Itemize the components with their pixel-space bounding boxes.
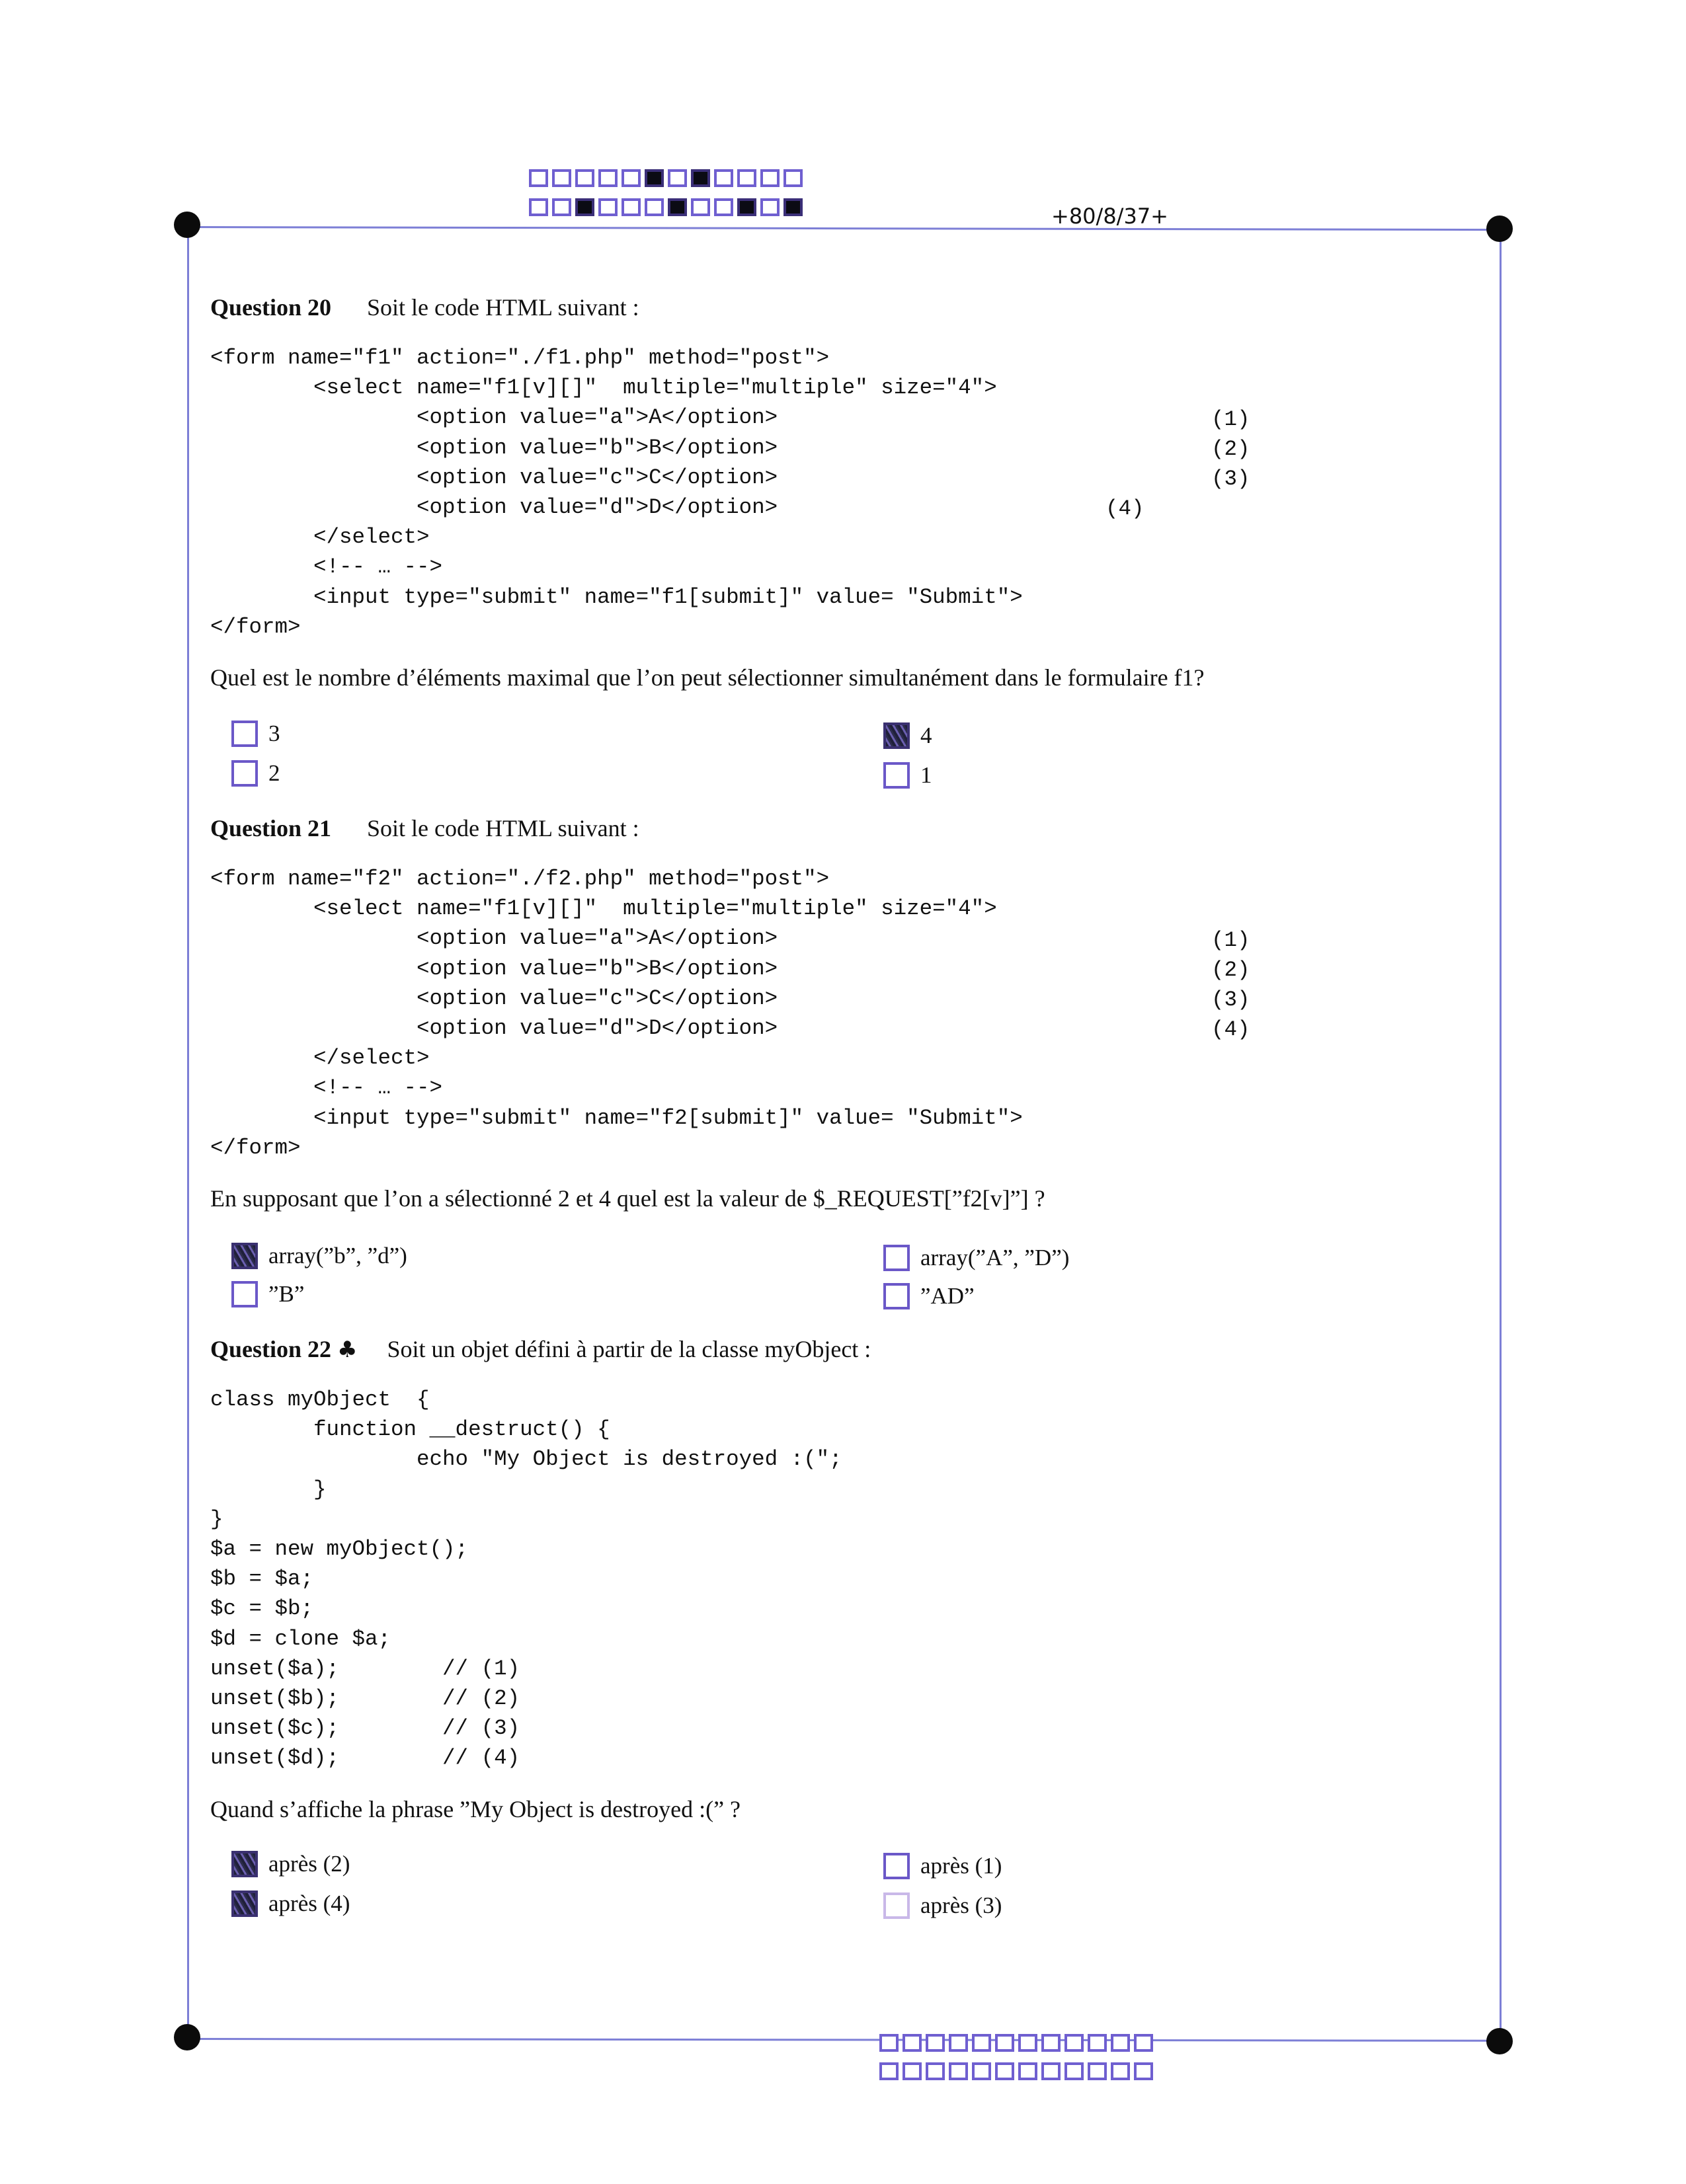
id-cell: [995, 2062, 1014, 2080]
page-id-code: +80/8/37+: [1051, 204, 1168, 229]
question-intro: Soit le code HTML suivant :: [367, 815, 639, 841]
frame-left-line: [187, 226, 189, 2039]
question-21-title: [210, 814, 639, 842]
student-id-cells-bottom-row-2: [879, 2062, 1153, 2080]
checkbox[interactable]: [231, 1891, 258, 1917]
code-line: <option value="a">A</option>: [210, 405, 778, 430]
id-cell: [668, 198, 687, 216]
checkbox[interactable]: [883, 722, 910, 749]
id-cell: [1041, 2034, 1061, 2052]
question-21-code: [210, 864, 1023, 1163]
answer-option[interactable]: [883, 722, 932, 749]
code-line: class myObject {: [210, 1387, 430, 1412]
id-cell: [529, 198, 548, 216]
id-cell: [1088, 2034, 1107, 2052]
answer-label: 1: [920, 762, 932, 788]
question-label: Question 20: [210, 294, 332, 321]
code-line: </select>: [210, 525, 430, 550]
answer-label: ”AD”: [920, 1283, 975, 1309]
id-cell: [645, 169, 664, 187]
answer-label: 4: [920, 722, 932, 748]
frame-right-line: [1500, 229, 1502, 2041]
id-cell: [1018, 2062, 1037, 2080]
id-cell: [1111, 2034, 1130, 2052]
student-id-cells-top-row-2: [529, 198, 803, 216]
code-mark: (4): [1211, 1017, 1250, 1042]
code-line: </form>: [210, 614, 301, 639]
id-cell: [926, 2062, 945, 2080]
checkbox[interactable]: [231, 721, 258, 747]
id-cell: [783, 198, 803, 216]
answer-option[interactable]: [231, 1281, 304, 1307]
question-22-code: [210, 1385, 842, 1773]
checkbox[interactable]: [231, 1851, 258, 1877]
answer-option[interactable]: [883, 1892, 1002, 1919]
id-cell: [949, 2034, 968, 2052]
question-20-code: [210, 343, 1023, 642]
id-cell: [1041, 2062, 1061, 2080]
code-line: <select name="f1[v][]" multiple="multiple" size="4">: [210, 896, 997, 921]
question-label: Question 21: [210, 815, 332, 841]
answer-option[interactable]: [883, 1245, 1069, 1271]
id-cell: [1134, 2034, 1153, 2052]
code-line: <option value="d">D</option>: [210, 1015, 778, 1040]
club-icon: ♣: [337, 1337, 358, 1363]
code-line: <option value="c">C</option>: [210, 465, 778, 490]
code-line: unset($a); // (1): [210, 1656, 520, 1681]
id-cell: [668, 169, 687, 187]
code-line: <option value="b">B</option>: [210, 435, 778, 460]
id-cell: [737, 169, 756, 187]
checkbox[interactable]: [883, 1245, 910, 1271]
id-cell: [575, 169, 594, 187]
answer-label: array(”b”, ”d”): [268, 1243, 407, 1268]
question-22-prompt: Quand s’affiche la phrase ”My Object is destroyed :(” ?: [210, 1796, 741, 1822]
code-line: <form name="f2" action="./f2.php" method="post">: [210, 867, 830, 891]
id-cell: [972, 2062, 991, 2080]
checkbox[interactable]: [883, 1892, 910, 1919]
frame-top-line: [187, 226, 1500, 231]
id-cell: [1134, 2062, 1153, 2080]
code-line: <option value="d">D</option>: [210, 494, 778, 520]
student-id-cells-bottom-row-1: [879, 2034, 1153, 2052]
answer-option[interactable]: [883, 762, 932, 789]
answer-option[interactable]: [231, 760, 280, 787]
checkbox[interactable]: [231, 760, 258, 787]
code-mark: (3): [1211, 988, 1250, 1012]
id-cell: [714, 198, 733, 216]
id-cell: [552, 198, 571, 216]
question-intro: Soit le code HTML suivant :: [367, 294, 639, 321]
code-mark: (4): [1105, 496, 1144, 521]
code-line: </select>: [210, 1046, 430, 1071]
code-mark: (1): [1211, 928, 1250, 953]
code-line: $b = $a;: [210, 1567, 314, 1592]
checkbox[interactable]: [231, 1281, 258, 1307]
id-cell: [1064, 2034, 1084, 2052]
code-line: <option value="b">B</option>: [210, 956, 778, 981]
question-21-prompt: En supposant que l’on a sélectionné 2 et 4 quel est la valeur de $_REQUEST[”f2[v]”] ?: [210, 1185, 1045, 1212]
id-cell: [1064, 2062, 1084, 2080]
code-line: function __destruct() {: [210, 1417, 610, 1442]
corner-mark-bottom-left: [174, 2024, 200, 2050]
id-cell: [529, 169, 548, 187]
answer-option[interactable]: [231, 1851, 350, 1877]
code-line: $a = new myObject();: [210, 1536, 469, 1561]
id-cell: [995, 2034, 1014, 2052]
id-cell: [575, 198, 594, 216]
code-line: </form>: [210, 1135, 301, 1160]
id-cell: [903, 2034, 922, 2052]
checkbox[interactable]: [883, 762, 910, 789]
answer-label: après (4): [268, 1891, 350, 1916]
code-mark: (1): [1211, 407, 1250, 432]
id-cell: [760, 169, 780, 187]
id-cell: [598, 169, 618, 187]
id-cell: [879, 2034, 899, 2052]
question-20-prompt: Quel est le nombre d’éléments maximal que l’on peut sélectionner simultanément dans le formulaire f1?: [210, 664, 1205, 691]
id-cell: [737, 198, 756, 216]
id-cell: [1018, 2034, 1037, 2052]
code-line: unset($b); // (2): [210, 1686, 520, 1711]
code-mark: (3): [1211, 467, 1250, 491]
answer-option[interactable]: [231, 721, 280, 747]
answer-option[interactable]: [231, 1891, 350, 1917]
id-cell: [645, 198, 664, 216]
id-cell: [691, 169, 710, 187]
id-cell: [903, 2062, 922, 2080]
code-line: unset($d); // (4): [210, 1746, 520, 1771]
code-line: <option value="c">C</option>: [210, 986, 778, 1011]
answer-label: array(”A”, ”D”): [920, 1245, 1070, 1270]
checkbox[interactable]: [231, 1243, 258, 1269]
id-cell: [1111, 2062, 1130, 2080]
id-cell: [1088, 2062, 1107, 2080]
question-label: Question 22: [210, 1336, 332, 1362]
id-cell: [926, 2034, 945, 2052]
corner-mark-top-left: [174, 212, 200, 238]
code-line: <!-- … -->: [210, 555, 443, 580]
code-line: $d = clone $a;: [210, 1626, 391, 1651]
question-20-title: [210, 293, 639, 321]
code-line: }: [210, 1477, 327, 1502]
id-cell: [691, 198, 710, 216]
code-line: <input type="submit" name="f2[submit]" value= "Submit">: [210, 1105, 1023, 1130]
code-line: <form name="f1" action="./f1.php" method="post">: [210, 346, 830, 370]
answer-label: 3: [268, 721, 280, 746]
id-cell: [783, 169, 803, 187]
answer-label: ”B”: [268, 1281, 305, 1307]
corner-mark-bottom-right: [1486, 2028, 1513, 2054]
id-cell: [879, 2062, 899, 2080]
question-intro: Soit un objet défini à partir de la classe myObject :: [387, 1336, 871, 1362]
code-mark: (2): [1211, 958, 1250, 982]
student-id-cells-top-row-1: [529, 169, 803, 187]
checkbox[interactable]: [883, 1283, 910, 1309]
id-cell: [949, 2062, 968, 2080]
id-cell: [714, 169, 733, 187]
corner-mark-top-right: [1486, 215, 1513, 242]
code-mark: (2): [1211, 437, 1250, 461]
code-line: }: [210, 1506, 223, 1532]
code-line: <input type="submit" name="f1[submit]" value= "Submit">: [210, 584, 1023, 609]
code-line: <!-- … -->: [210, 1075, 443, 1101]
answer-option[interactable]: [231, 1243, 407, 1269]
answer-label: après (2): [268, 1851, 350, 1877]
code-line: <select name="f1[v][]" multiple="multiple" size="4">: [210, 375, 997, 401]
id-cell: [622, 169, 641, 187]
id-cell: [760, 198, 780, 216]
answer-label: après (3): [920, 1892, 1002, 1918]
code-line: $c = $b;: [210, 1596, 314, 1621]
answer-option[interactable]: [883, 1853, 1002, 1879]
answer-option[interactable]: [883, 1283, 975, 1309]
question-22-title: [210, 1335, 871, 1363]
code-line: <option value="a">A</option>: [210, 926, 778, 951]
answer-label: après (1): [920, 1853, 1002, 1879]
answer-label: 2: [268, 760, 280, 786]
id-cell: [622, 198, 641, 216]
id-cell: [972, 2034, 991, 2052]
id-cell: [598, 198, 618, 216]
id-cell: [552, 169, 571, 187]
code-line: unset($c); // (3): [210, 1716, 520, 1741]
code-line: echo "My Object is destroyed :(";: [210, 1447, 842, 1472]
checkbox[interactable]: [883, 1853, 910, 1879]
frame-bottom-line: [187, 2038, 1500, 2042]
